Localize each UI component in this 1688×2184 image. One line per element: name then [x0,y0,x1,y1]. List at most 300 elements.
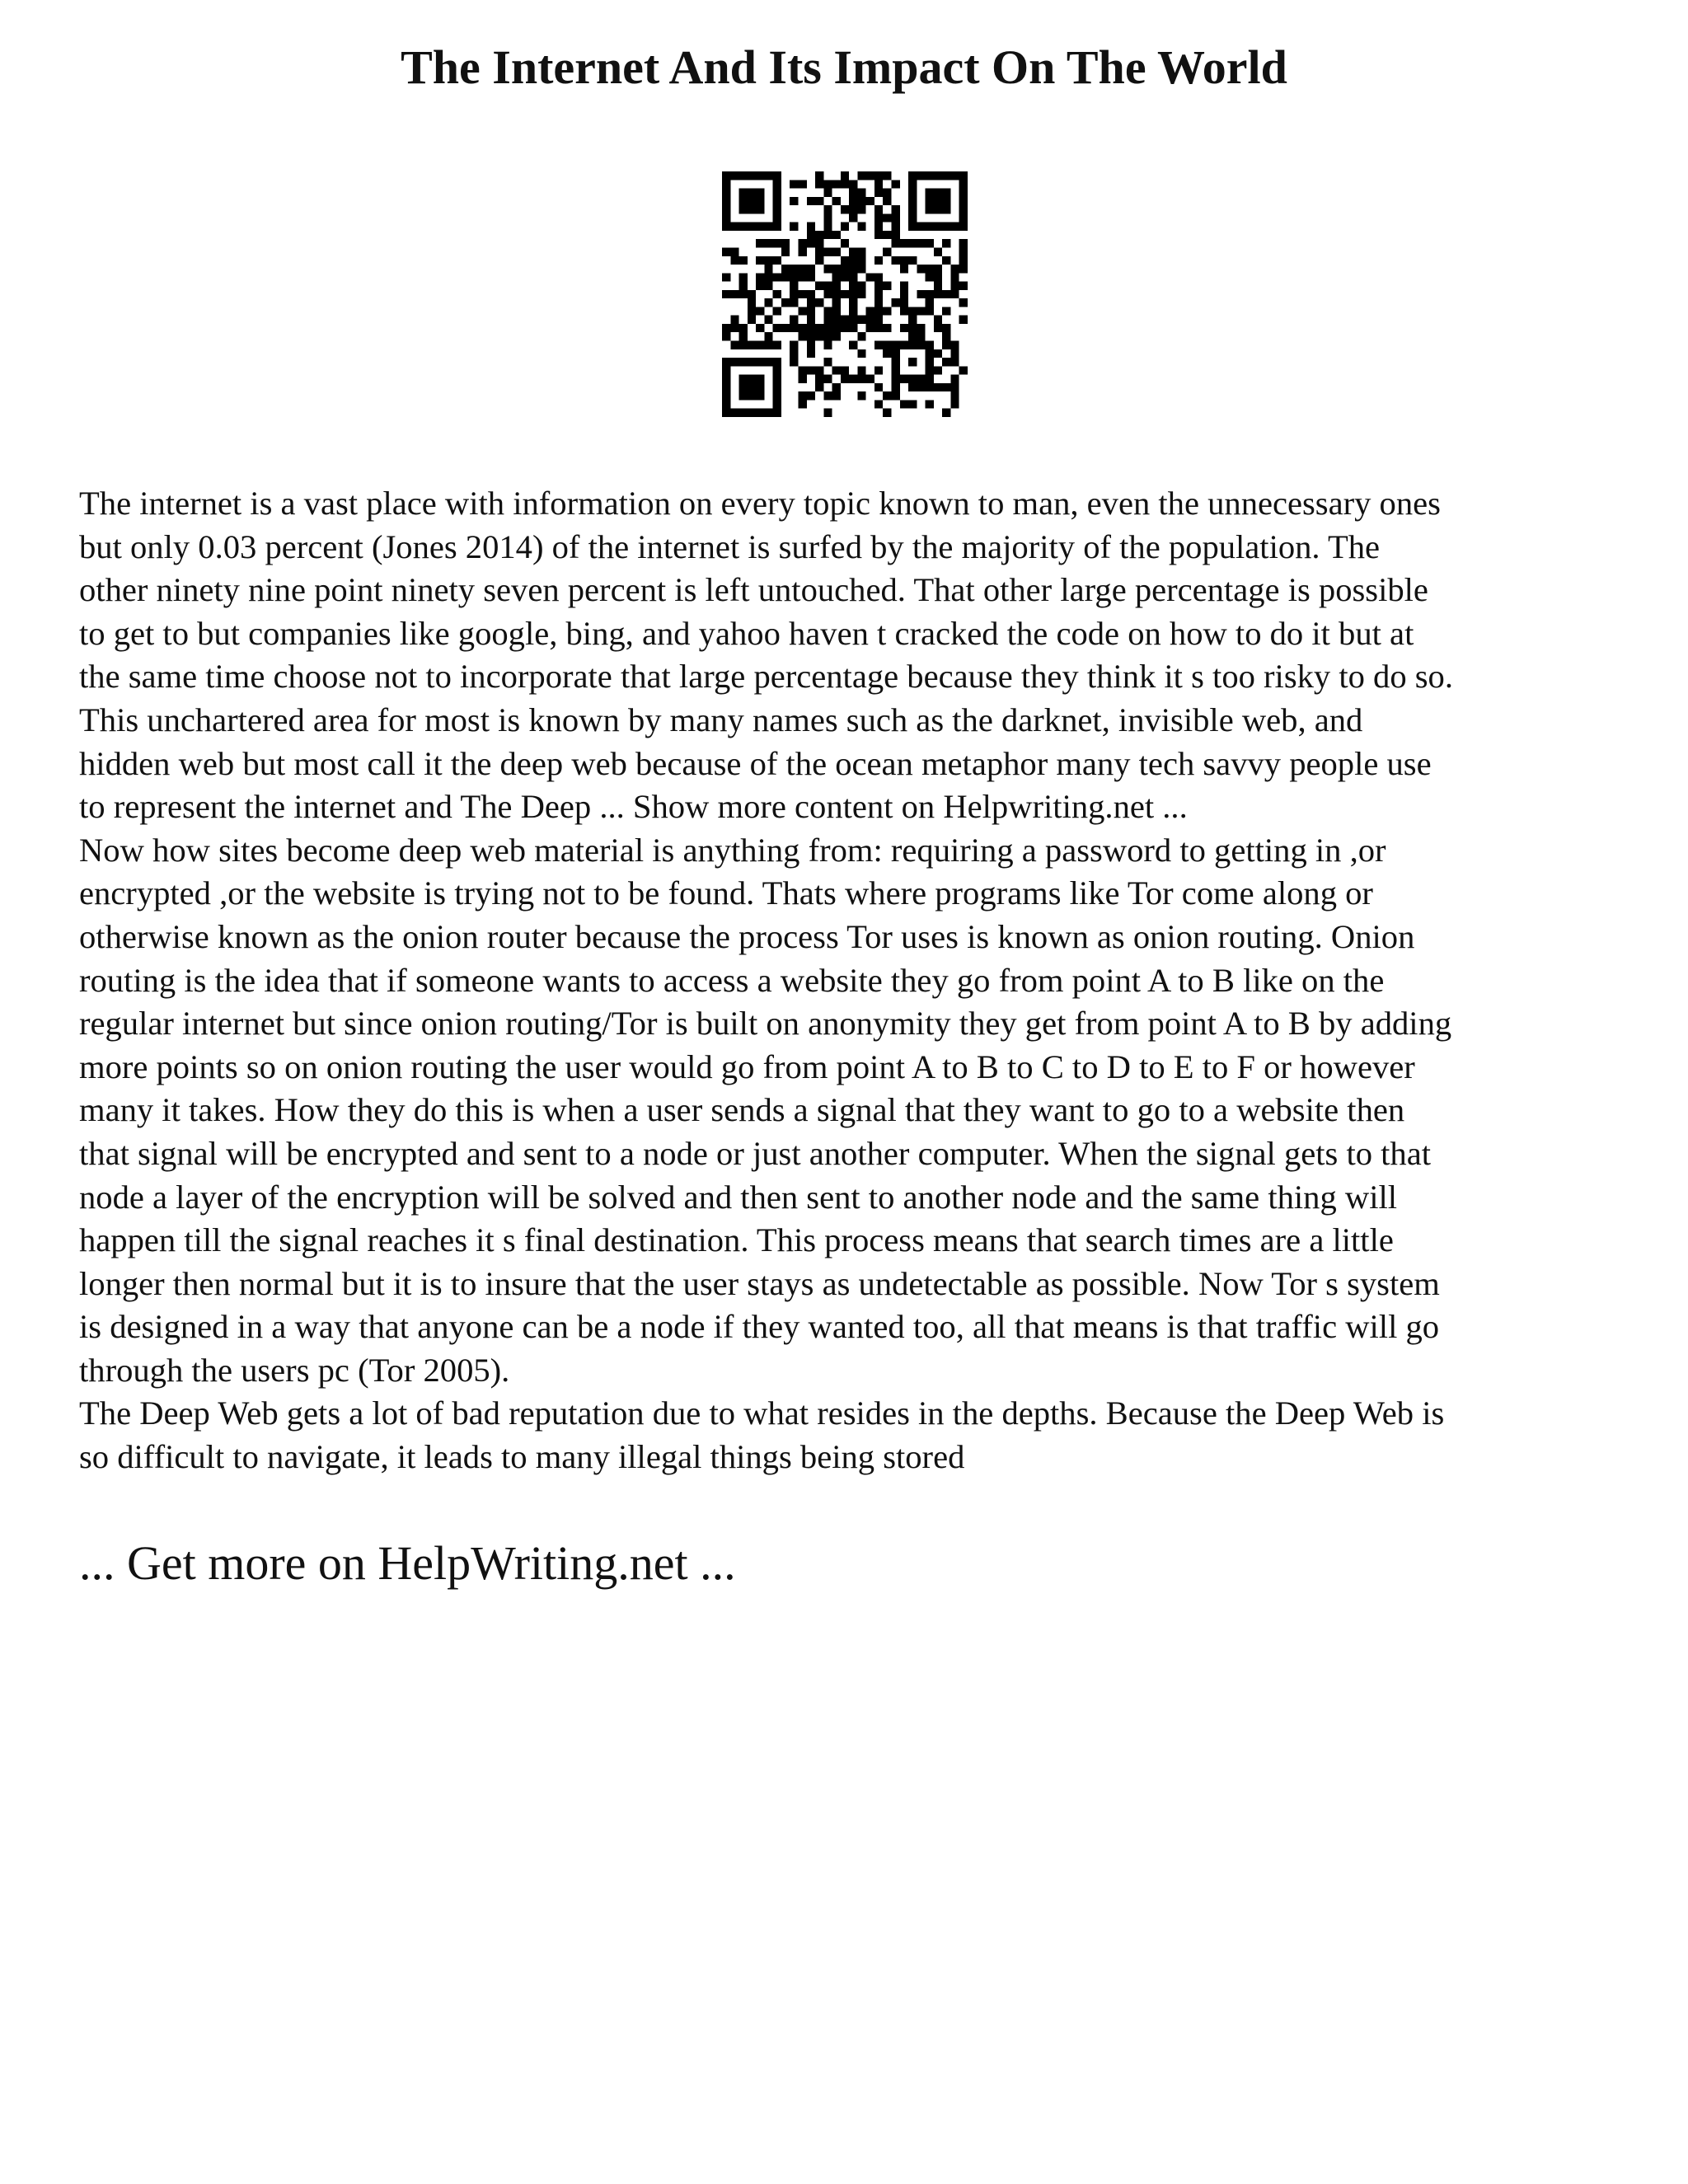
qr-module [942,409,950,417]
qr-module [926,189,934,197]
qr-module [950,358,959,366]
qr-module [917,223,925,231]
qr-module [773,205,781,213]
qr-module [857,205,865,213]
qr-module [857,223,865,231]
paragraph-line: to represent the internet and The Deep ... Show more content on Helpwriting.net ... [79,788,1188,826]
qr-module [883,409,891,417]
qr-module [892,298,900,307]
qr-module [739,189,748,197]
qr-module [849,247,857,255]
qr-module [764,239,772,247]
qr-module [892,391,900,400]
qr-module [950,375,959,383]
qr-module [773,366,781,374]
qr-module [926,358,934,366]
qr-module [798,375,806,383]
qr-module [832,332,841,340]
qr-module [823,282,832,290]
qr-module [764,171,772,180]
qr-module [815,366,823,374]
qr-module [874,383,883,391]
qr-module [756,282,764,290]
qr-module [849,375,857,383]
qr-module [773,400,781,408]
qr-module [748,383,756,391]
paragraph-line: Now how sites become deep web material is anything from: requiring a password to getting in ,or [79,831,1386,869]
qr-module [798,324,806,332]
qr-module [722,197,730,205]
qr-module [748,358,756,366]
qr-module [908,341,917,349]
qr-module [866,324,874,332]
qr-module [823,391,832,400]
qr-module [773,197,781,205]
paragraph-line: longer then normal but it is to insure that the user stays as undetectable as possible. Now Tor s system [79,1264,1440,1302]
qr-module [874,205,883,213]
qr-module [748,223,756,231]
qr-module [857,391,865,400]
qr-module [798,391,806,400]
qr-module [849,265,857,273]
qr-module [739,383,748,391]
qr-module [722,324,730,332]
qr-module [934,205,942,213]
qr-module [773,409,781,417]
qr-module [832,366,841,374]
qr-module [756,239,764,247]
qr-module [807,349,815,358]
qr-module [815,197,823,205]
qr-module [892,223,900,231]
qr-module [739,391,748,400]
qr-module [815,231,823,239]
qr-module [748,307,756,315]
paragraph-1 [79,482,1620,829]
qr-module [908,316,917,324]
qr-module [798,332,806,340]
qr-module [807,298,815,307]
qr-module [926,205,934,213]
qr-module [807,239,815,247]
qr-module [773,358,781,366]
qr-module [857,316,865,324]
qr-module [849,189,857,197]
qr-module [874,223,883,231]
qr-module [900,307,908,315]
qr-module [857,189,865,197]
qr-module [748,205,756,213]
qr-module [773,189,781,197]
qr-module [849,341,857,349]
qr-module [926,265,934,273]
qr-module [917,332,925,340]
qr-module [832,391,841,400]
qr-module [942,223,950,231]
qr-module [908,180,917,188]
qr-module [807,391,815,400]
qr-module [756,409,764,417]
qr-module [798,239,806,247]
qr-module [908,189,917,197]
qr-module [926,383,934,391]
paragraph-line: many it takes. How they do this is when a user sends a signal that they want to go to a website then [79,1091,1405,1129]
qr-module [849,273,857,281]
qr-module [892,256,900,265]
qr-module [959,256,968,265]
qr-module [823,247,832,255]
qr-module [866,316,874,324]
paragraph-2 [79,829,1620,1393]
qr-module [739,358,748,366]
qr-module [900,290,908,298]
paragraph-3 [79,1392,1620,1479]
qr-module [934,290,942,298]
qr-module [764,341,772,349]
qr-module [959,213,968,222]
qr-module [908,171,917,180]
qr-module [756,197,764,205]
get-more-link[interactable]: ... Get more on HelpWriting.net ... [79,1536,736,1590]
paragraph-line: other ninety nine point ninety seven percent is left untouched. That other large percentage is possible [79,571,1428,609]
qr-module [781,273,790,281]
qr-module [832,273,841,281]
paragraph-line: through the users pc (Tor 2005). [79,1351,510,1389]
qr-module [790,290,798,298]
qr-module [832,197,841,205]
qr-module [926,273,934,281]
qr-module [926,290,934,298]
qr-module [756,307,764,315]
qr-module [849,316,857,324]
qr-module [823,189,832,197]
qr-module [815,324,823,332]
qr-module [823,290,832,298]
qr-module [917,324,925,332]
qr-module [950,341,959,349]
qr-module [841,256,849,265]
qr-module [908,324,917,332]
qr-module [900,265,908,273]
qr-module [739,223,748,231]
qr-module [841,290,849,298]
qr-module [908,400,917,408]
qr-module [900,256,908,265]
qr-module [823,332,832,340]
qr-module [773,324,781,332]
qr-module [773,213,781,222]
qr-module [748,391,756,400]
qr-module [942,383,950,391]
qr-module [807,316,815,324]
qr-module [764,409,772,417]
paragraph-line: more points so on onion routing the user would go from point A to B to C to D to E to F or however [79,1047,1415,1085]
qr-module [849,324,857,332]
qr-module [849,290,857,298]
paragraph-line: encrypted ,or the website is trying not to be found. Thats where programs like Tor come along or [79,874,1373,912]
qr-module [959,171,968,180]
qr-module [815,383,823,391]
qr-module [942,358,950,366]
qr-module [892,213,900,222]
qr-module [849,213,857,222]
qr-module [764,332,772,340]
qr-module [866,273,874,281]
qr-module [857,375,865,383]
qr-module [900,282,908,290]
qr-module [926,349,934,358]
qr-module [917,341,925,349]
qr-module [883,324,891,332]
qr-module [908,375,917,383]
qr-module [722,391,730,400]
qr-module [739,324,748,332]
qr-module [764,223,772,231]
qr-module [748,341,756,349]
qr-module [748,298,756,307]
qr-module [832,247,841,255]
qr-module [883,197,891,205]
qr-module [823,358,832,366]
qr-module [841,171,849,180]
qr-module [874,341,883,349]
qr-module [926,307,934,315]
qr-module [790,298,798,307]
qr-module [934,324,942,332]
qr-module [942,171,950,180]
qr-module [841,239,849,247]
qr-module [874,324,883,332]
qr-module [823,180,832,188]
qr-module [900,239,908,247]
qr-module [764,282,772,290]
qr-module [926,400,934,408]
qr-module [959,316,968,324]
qr-module [756,375,764,383]
qr-module [722,400,730,408]
qr-module [807,223,815,231]
paragraph-line: is designed in a way that anyone can be a node if they wanted too, all that means is that traffic will go [79,1308,1440,1346]
qr-module [942,256,950,265]
qr-module [892,239,900,247]
qr-module [756,324,764,332]
paragraph-line: to get to but companies like google, bing, and yahoo haven t cracked the code on how to do it but at [79,614,1414,652]
qr-module [781,298,790,307]
qr-module [900,341,908,349]
qr-module [892,349,900,358]
qr-module [883,307,891,315]
qr-module [841,375,849,383]
qr-module [790,282,798,290]
qr-module [874,171,883,180]
qr-module [908,213,917,222]
qr-module [773,391,781,400]
qr-module [934,247,942,255]
qr-module [883,282,891,290]
qr-module [908,307,917,315]
qr-module [874,180,883,188]
qr-module [908,223,917,231]
qr-module [926,197,934,205]
paragraph-line: The Deep Web gets a lot of bad reputation due to what resides in the depths. Because the Deep Web is [79,1394,1445,1432]
qr-module [849,307,857,315]
qr-module [823,307,832,315]
qr-module [748,409,756,417]
qr-module [756,341,764,349]
qr-module [823,213,832,222]
qr-module [773,256,781,265]
qr-module [950,171,959,180]
qr-module [739,282,748,290]
qr-module [926,375,934,383]
qr-module [807,290,815,298]
qr-module [764,265,772,273]
qr-module [773,375,781,383]
qr-module [892,341,900,349]
qr-module [823,316,832,324]
qr-module [756,358,764,366]
qr-module [815,247,823,255]
qr-module [908,383,917,391]
qr-module [823,265,832,273]
qr-module [730,247,738,255]
qr-module [934,171,942,180]
qr-module [756,391,764,400]
qr-module [874,290,883,298]
qr-module [807,307,815,315]
qr-module [917,171,925,180]
qr-module [790,341,798,349]
qr-module [866,171,874,180]
qr-module [764,298,772,307]
qr-module [781,247,790,255]
qr-module [807,366,815,374]
qr-module [892,180,900,188]
qr-module [764,273,772,281]
qr-module [950,273,959,281]
qr-code-icon [722,171,968,417]
qr-module [849,256,857,265]
qr-module [934,383,942,391]
qr-module [950,349,959,358]
qr-module [874,298,883,307]
qr-module [756,383,764,391]
qr-module [934,349,942,358]
qr-module [917,383,925,391]
qr-module [764,256,772,265]
qr-module [874,400,883,408]
qr-module [781,324,790,332]
qr-module [773,383,781,391]
qr-module [841,265,849,273]
qr-module [722,273,730,281]
qr-module [934,265,942,273]
qr-module [798,366,806,374]
qr-module [815,256,823,265]
qr-module [739,332,748,340]
qr-module [866,307,874,315]
qr-module [934,197,942,205]
qr-module [832,383,841,391]
qr-module [773,341,781,349]
qr-module [959,223,968,231]
qr-module [917,239,925,247]
qr-module [739,290,748,298]
qr-module [883,247,891,255]
qr-module [849,205,857,213]
qr-module [892,383,900,391]
paragraph-line: that signal will be encrypted and sent to a node or just another computer. When the signal gets to that [79,1134,1432,1172]
qr-module [908,197,917,205]
qr-module [883,349,891,358]
qr-module [950,290,959,298]
qr-module [926,341,934,349]
qr-module [832,307,841,315]
qr-module [959,180,968,188]
qr-module [832,324,841,332]
qr-module [866,197,874,205]
qr-module [730,341,738,349]
qr-module [841,180,849,188]
qr-module [942,189,950,197]
qr-module [832,180,841,188]
qr-module [798,307,806,315]
qr-module [849,180,857,188]
qr-module [790,265,798,273]
qr-module [874,189,883,197]
qr-module [722,247,730,255]
qr-module [798,400,806,408]
qr-module [883,171,891,180]
qr-module [950,282,959,290]
qr-module [722,180,730,188]
qr-module [807,197,815,205]
qr-module [815,298,823,307]
qr-module [857,265,865,273]
qr-module [832,298,841,307]
qr-module [874,307,883,315]
qr-module [857,171,865,180]
qr-module [959,239,968,247]
qr-module [730,223,738,231]
qr-module [807,332,815,340]
qr-module [908,358,917,366]
qr-module [942,205,950,213]
paragraph-line: otherwise known as the onion router because the process Tor uses is known as onion routing. Onion [79,917,1415,955]
qr-module [748,171,756,180]
qr-module [908,239,917,247]
paragraph-line: so difficult to navigate, it leads to many illegal things being stored [79,1438,965,1476]
qr-module [917,307,925,315]
qr-module [908,332,917,340]
qr-module [815,171,823,180]
qr-module [874,316,883,324]
paragraph-line: node a layer of the encryption will be solved and then sent to another node and the same thing will [79,1178,1398,1216]
qr-module [722,189,730,197]
qr-module [739,409,748,417]
qr-module [857,349,865,358]
qr-module [917,375,925,383]
qr-module [823,409,832,417]
qr-module [739,205,748,213]
qr-module [934,273,942,281]
qr-module [790,349,798,358]
qr-module [722,223,730,231]
qr-module [756,223,764,231]
qr-module [926,223,934,231]
qr-module [934,366,942,374]
qr-module [722,290,730,298]
